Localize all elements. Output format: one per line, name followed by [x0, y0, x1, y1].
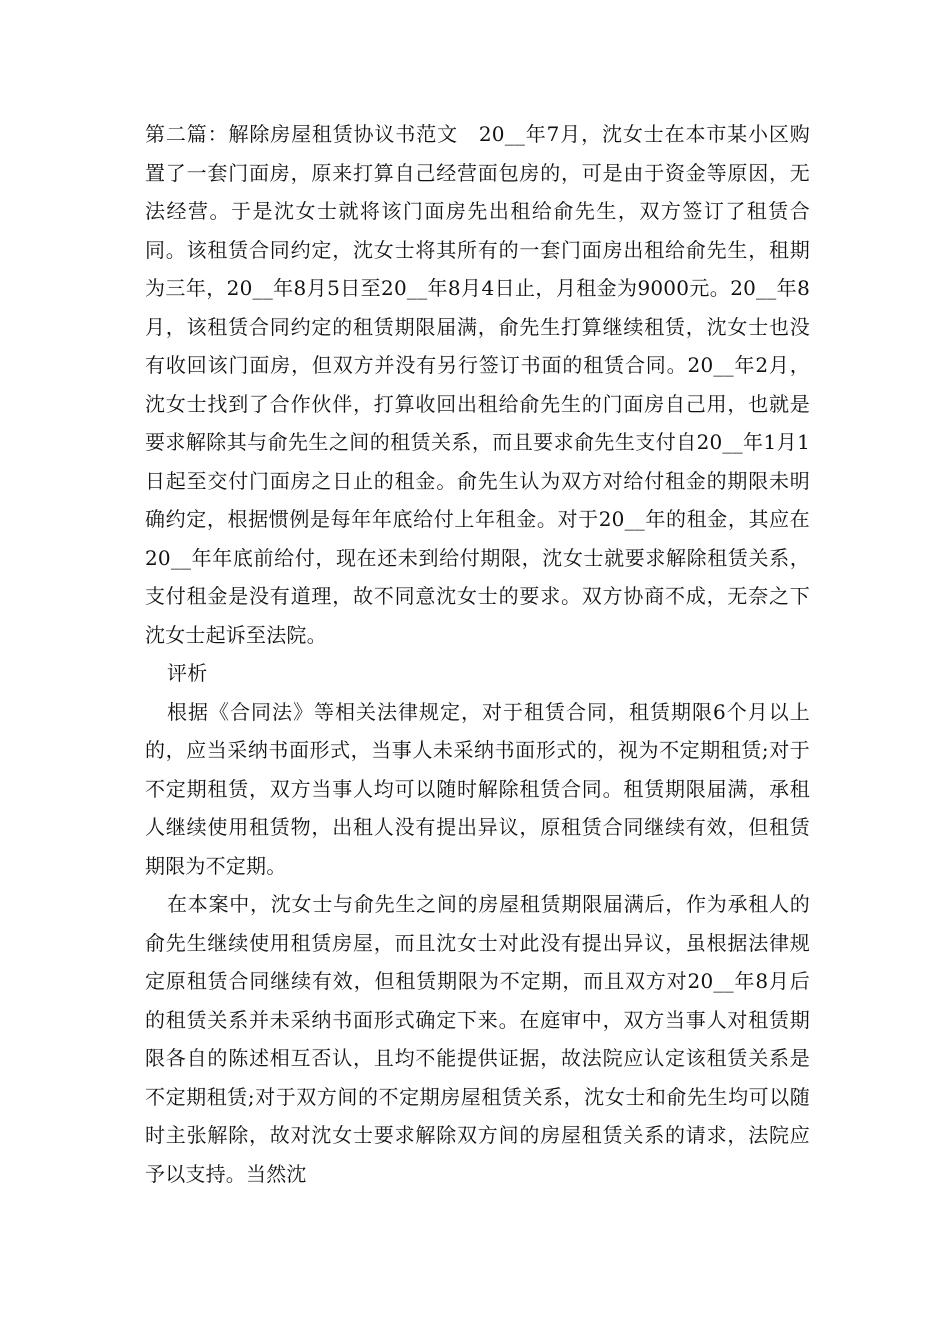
document-body [145, 115, 810, 1193]
analysis-heading: 评析 [167, 661, 208, 685]
case-analysis-paragraph: 在本案中，沈女士与俞先生之间的房屋租赁期限届满后，作为承租人的俞先生继续使用租赁房屋，而且沈女士对此没有提出异议，虽根据法律规定原租赁合同继续有效，但租赁期限为不定期，而且双方对20__年8月后的租赁关系并未采纳书面形式确定下来。在庭审中，双方当事人对租赁期限各自的陈述相互否认，且均不能提供证据，故法院应认定该租赁关系是不定期租赁;对于双方间的不定期房屋租赁关系，沈女士和俞先生均可以随时主张解除，故对沈女士要求解除双方间的房屋租赁关系的请求，法院应予以支持。当然沈 [145, 892, 810, 1186]
law-paragraph: 根据《合同法》等相关法律规定，对于租赁合同，租赁期限6个月以上的，应当采纳书面形式，当事人未采纳书面形式的，视为不定期租赁;对于不定期租赁，双方当事人均可以随时解除租赁合同。租赁期限届满，承租人继续使用租赁物，出租人没有提出异议，原租赁合同继续有效，但租赁期限为不定期。 [145, 699, 810, 878]
case-paragraph: 第二篇：解除房屋租赁协议书范文 20__年7月，沈女士在本市某小区购置了一套门面房，原来打算自己经营面包房的，可是由于资金等原因，无法经营。于是沈女士就将该门面房先出租给俞先生，双方签订了租赁合同。该租赁合同约定，沈女士将其所有的一套门面房出租给俞先生，租期为三年，20__年8月5日至20__年8月4日止，月租金为9000元。20__年8月，该租赁合同约定的租赁期限届满，俞先生打算继续租赁，沈女士也没有收回该门面房，但双方并没有另行签订书面的租赁合同。20__年2月，沈女士找到了合作伙伴，打算收回出租给俞先生的门面房自己用，也就是要求解除其与俞先生之间的租赁关系，而且要求俞先生支付自20__年1月1日起至交付门面房之日止的租金。俞先生认为双方对给付租金的期限未明确约定，根据惯例是每年年底给付上年租金。对于20__年的租金，其应在20__年年底前给付，现在还未到给付期限，沈女士就要求解除租赁关系，支付租金是没有道理，故不同意沈女士的要求。双方协商不成，无奈之下沈女士起诉至法院。 [145, 122, 810, 647]
